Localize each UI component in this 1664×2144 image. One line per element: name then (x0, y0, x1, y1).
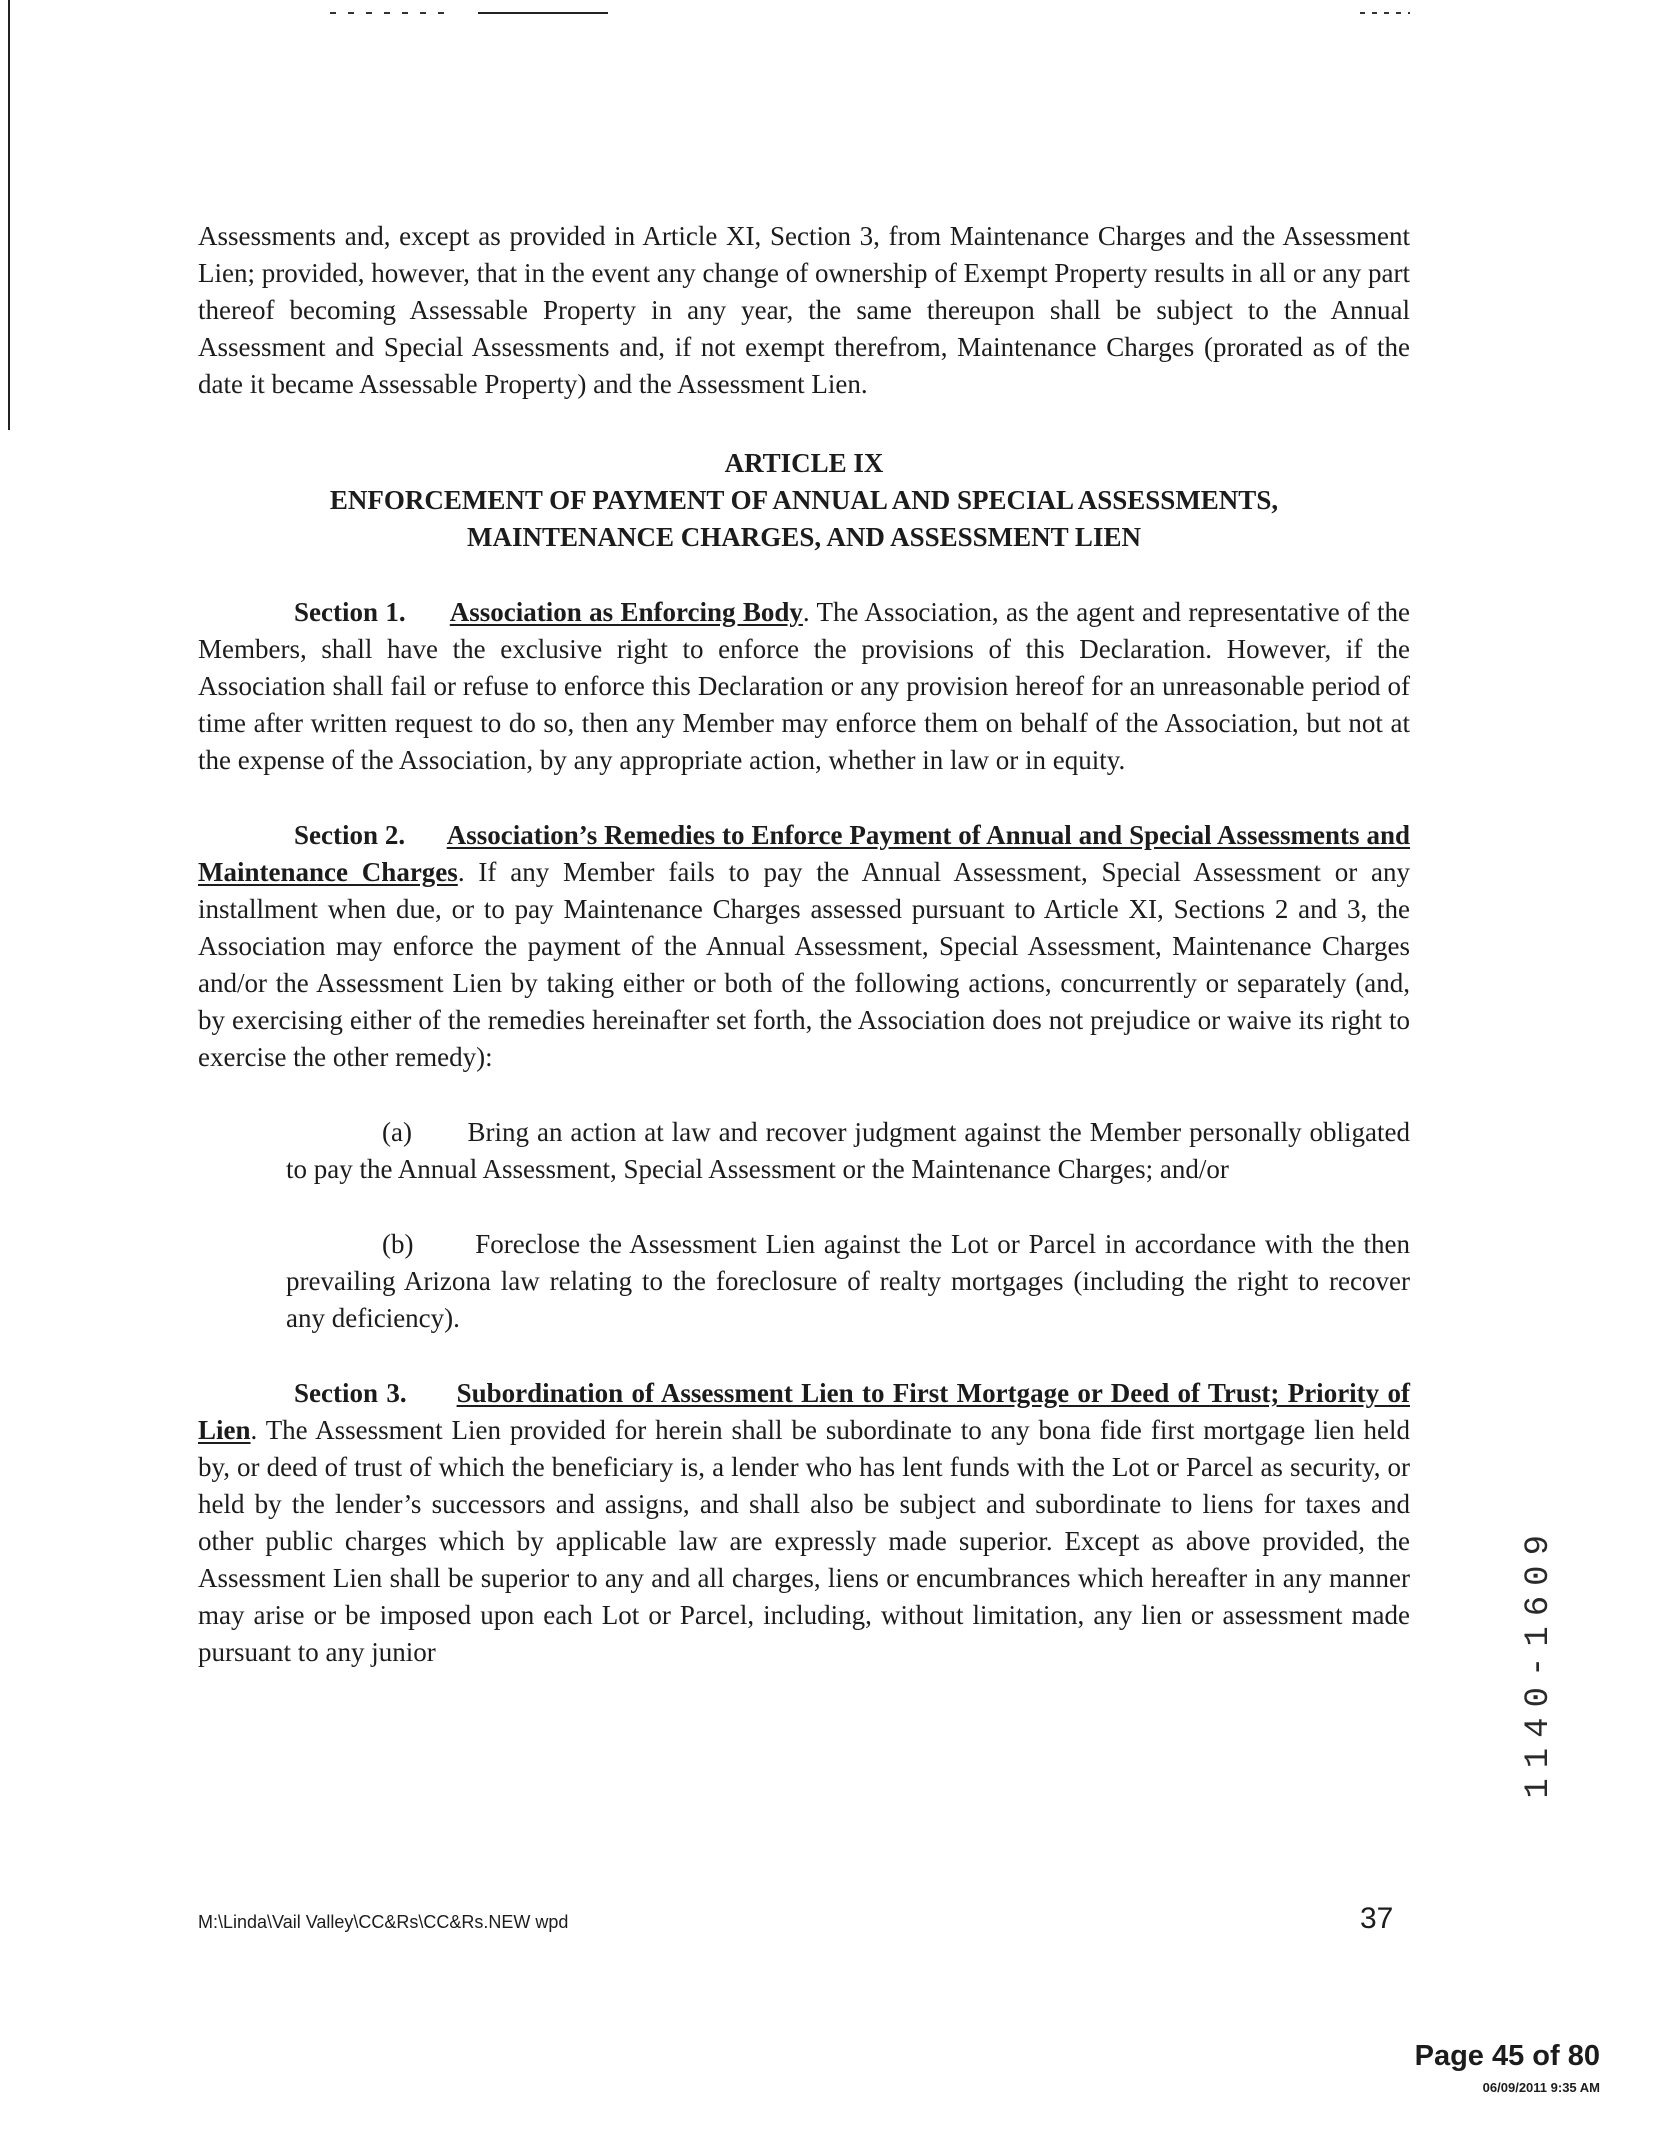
section-2-label: Section 2. (294, 820, 406, 850)
section-3-heading: Subordination of Assessment Lien to First Mortgage or Deed of Trust; Priority of Lien (198, 1378, 1410, 1445)
section-1-heading: Association as Enforcing Body (449, 597, 803, 627)
footer-file-path: M:\Linda\Vail Valley\CC&Rs\CC&Rs.NEW wpd (198, 1912, 569, 1932)
subitem-a-label: (a) (382, 1117, 412, 1147)
section-3-label: Section 3. (294, 1378, 407, 1408)
section-3 (198, 1375, 1410, 1671)
subitem-b (286, 1226, 1410, 1337)
footer-page-number: 37 (1360, 1902, 1394, 1935)
subitem-a (286, 1114, 1410, 1188)
subitem-b-label: (b) (382, 1229, 414, 1259)
scan-left-border (8, 0, 10, 430)
scan-right-dashes (1360, 12, 1410, 14)
document-body (198, 218, 1410, 1671)
section-2 (198, 817, 1410, 1076)
section-2-body: . If any Member fails to pay the Annual Assessment, Special Assessment or any installment when due, or to pay Maintenance Charges assessed pursuant to Article XI, Sections 2 and 3, the Association may enforce the payment of the Annual Assessment, Special Assessment, Maintenance Charges and/or the Assessment Lien by taking either or both of the following actions, concurrently or separately (and, by exercising either of the remedies hereinafter set forth, the Association does not prejudice or waive its right to exercise the other remedy): (198, 857, 1410, 1072)
subitem-b-text: Foreclose the Assessment Lien against the Lot or Parcel in accordance with the then prevailing Arizona law relating to the foreclosure of realty mortgages (including the right to recover any deficiency). (286, 1229, 1411, 1333)
recording-number: 1140-1609 (1520, 1525, 1558, 1799)
article-title-line2: MAINTENANCE CHARGES, AND ASSESSMENT LIEN (467, 522, 1141, 552)
scan-top-line (478, 12, 608, 14)
section-2-heading: Association’s Remedies to Enforce Payment of Annual and Special Assessments and Maintenance Charges (198, 820, 1411, 887)
section-1 (198, 594, 1410, 779)
stamp-datetime: 06/09/2011 9:35 AM (1482, 2080, 1600, 2095)
section-1-label: Section 1. (294, 597, 406, 627)
article-title-line1: ENFORCEMENT OF PAYMENT OF ANNUAL AND SPECIAL ASSESSMENTS, (329, 485, 1279, 515)
opening-paragraph: Assessments and, except as provided in Article XI, Section 3, from Maintenance Charges and the Assessment Lien; provided, however, that in the event any change of ownership of Exempt Property results in all or any part thereof becoming Assessable Property in any year, the same thereupon shall be subject to the Annual Assessment and Special Assessments and, if not exempt therefrom, Maintenance Charges (prorated as of the date it became Assessable Property) and the Assessment Lien. (198, 221, 1410, 399)
subitem-a-text: Bring an action at law and recover judgment against the Member personally obligated to pay the Annual Assessment, Special Assessment or the Maintenance Charges; and/or (286, 1117, 1410, 1184)
stamp-page-count: Page 45 of 80 (1414, 2040, 1600, 2072)
scan-top-dashes (330, 12, 450, 14)
article-number: ARTICLE IX (724, 448, 884, 478)
section-3-body: . The Assessment Lien provided for herein shall be subordinate to any bona fide first mortgage lien held by, or deed of trust of which the beneficiary is, a lender who has lent funds with the Lot or Parcel as security, or held by the lender’s successors and assigns, and shall also be subject and subordinate to liens for taxes and other public charges which by applicable law are expressly made superior. Except as above provided, the Assessment Lien shall be superior to any and all charges, liens or encumbrances which hereafter in any manner may arise or be imposed upon each Lot or Parcel, including, without limitation, any lien or assessment made pursuant to any junior (198, 1415, 1410, 1667)
section-1-body: . The Association, as the agent and representative of the Members, shall have the exclusive right to enforce the provisions of this Declaration. However, if the Association shall fail or refuse to enforce this Declaration or any provision hereof for an unreasonable period of time after written request to do so, then any Member may enforce them on behalf of the Association, but not at the expense of the Association, by any appropriate action, whether in law or in equity. (198, 597, 1410, 775)
